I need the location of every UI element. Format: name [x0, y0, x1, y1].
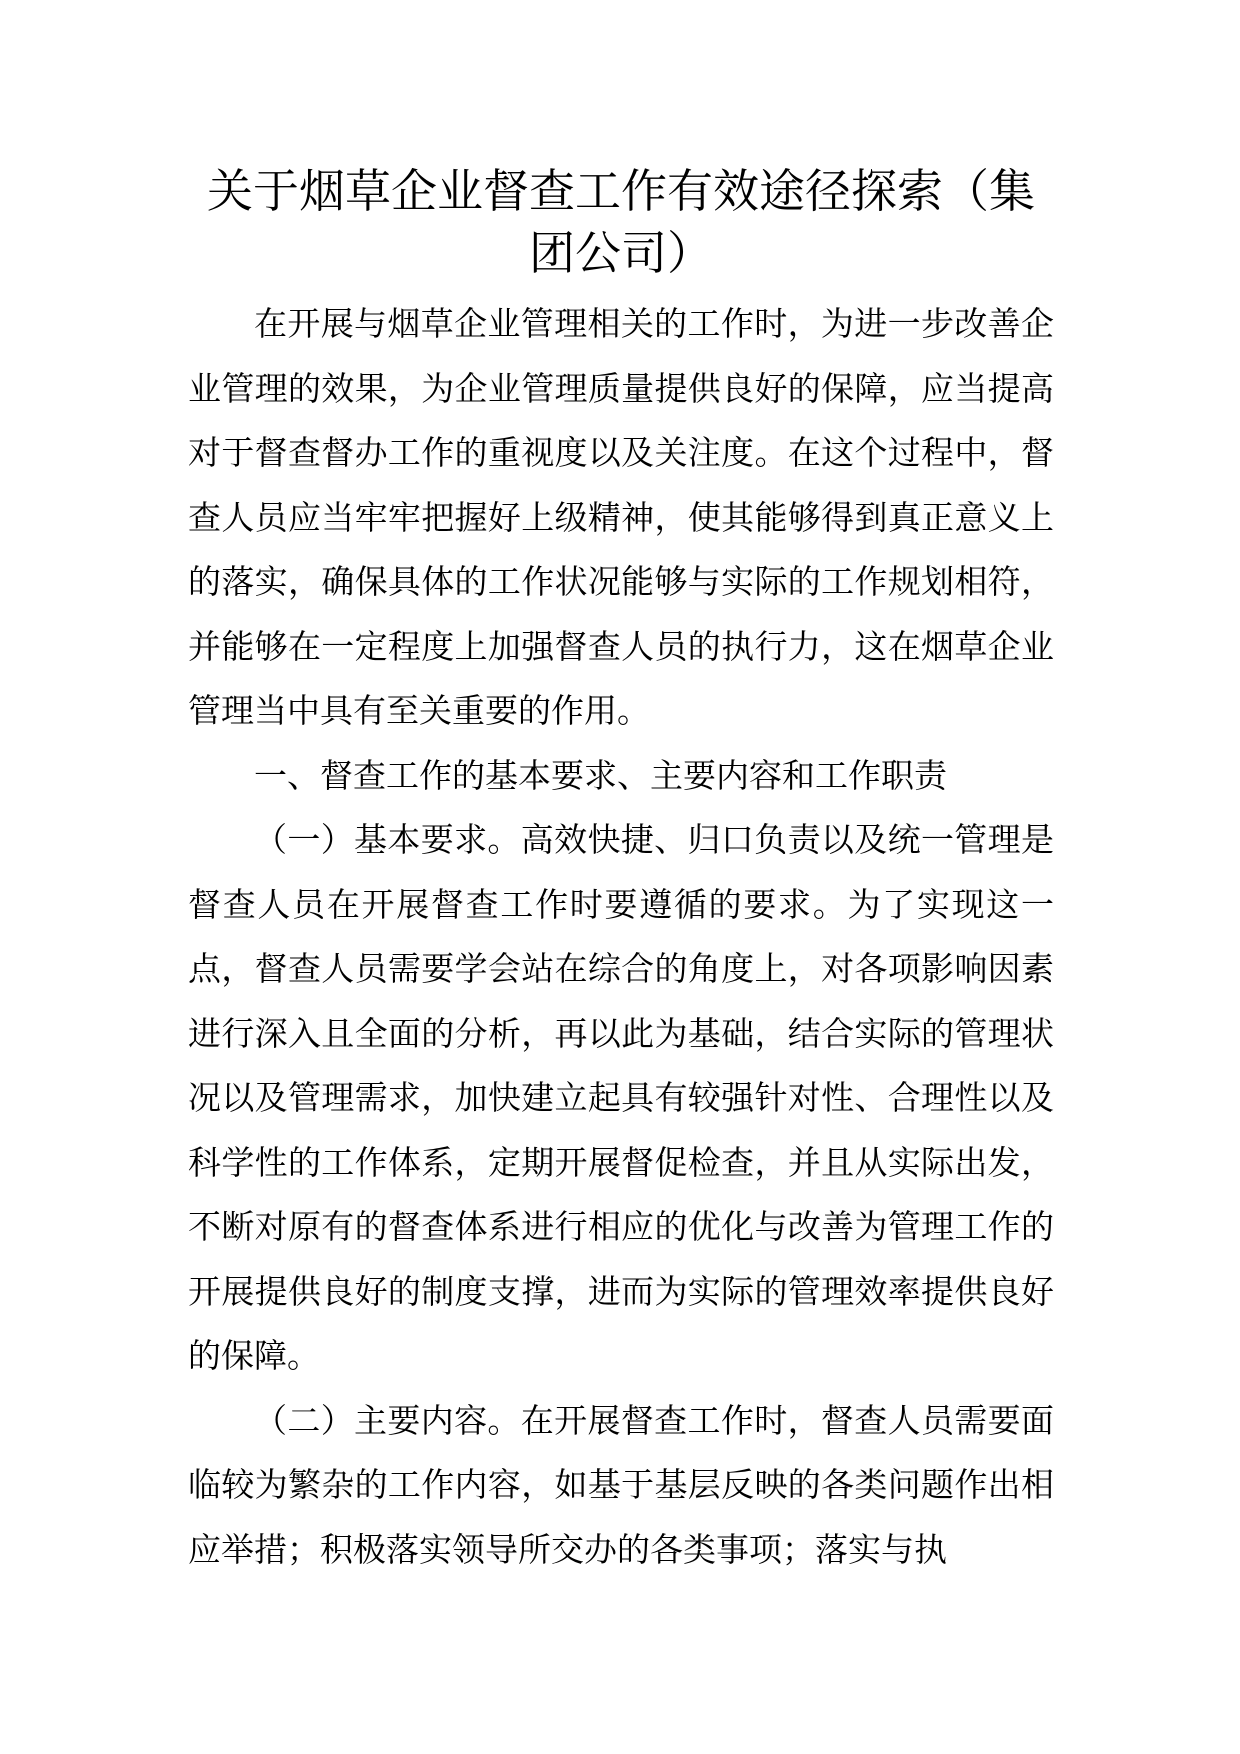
subsection-basic-requirements: （一）基本要求。高效快捷、归口负责以及统一管理是督查人员在开展督查工作时要遵循的要求。为了实现这一点，督查人员需要学会站在综合的角度上，对各项影响因素进行深入且全面的分析，再以此为基础，结合实际的管理状况以及管理需求，加快建立起具有较强针对性、合理性以及科学性的工作体系，定期开展督促检查，并且从实际出发，不断对原有的督查体系进行相应的优化与改善为管理工作的开展提供良好的制度支撑，进而为实际的管理效率提供良好的保障。	[188, 820, 1054, 1375]
document-body	[188, 160, 1054, 1582]
subsection-main-content: （二）主要内容。在开展督查工作时，督查人员需要面临较为繁杂的工作内容，如基于基层反映的各类问题作出相应举措；积极落实领导所交办的各类事项；落实与执	[188, 1400, 1054, 1569]
section-heading: 一、督查工作的基本要求、主要内容和工作职责	[254, 755, 947, 795]
document-title: 关于烟草企业督查工作有效途径探索（集团公司）	[207, 164, 1035, 280]
intro-paragraph: 在开展与烟草企业管理相关的工作时，为进一步改善企业管理的效果，为企业管理质量提供良好的保障，应当提高对于督查督办工作的重视度以及关注度。在这个过程中，督查人员应当牢牢把握好上级精神，使其能够得到真正意义上的落实，确保具体的工作状况能够与实际的工作规划相符，并能够在一定程度上加强督查人员的执行力，这在烟草企业管理当中具有至关重要的作用。	[188, 304, 1054, 730]
title-spacer	[188, 284, 1054, 292]
